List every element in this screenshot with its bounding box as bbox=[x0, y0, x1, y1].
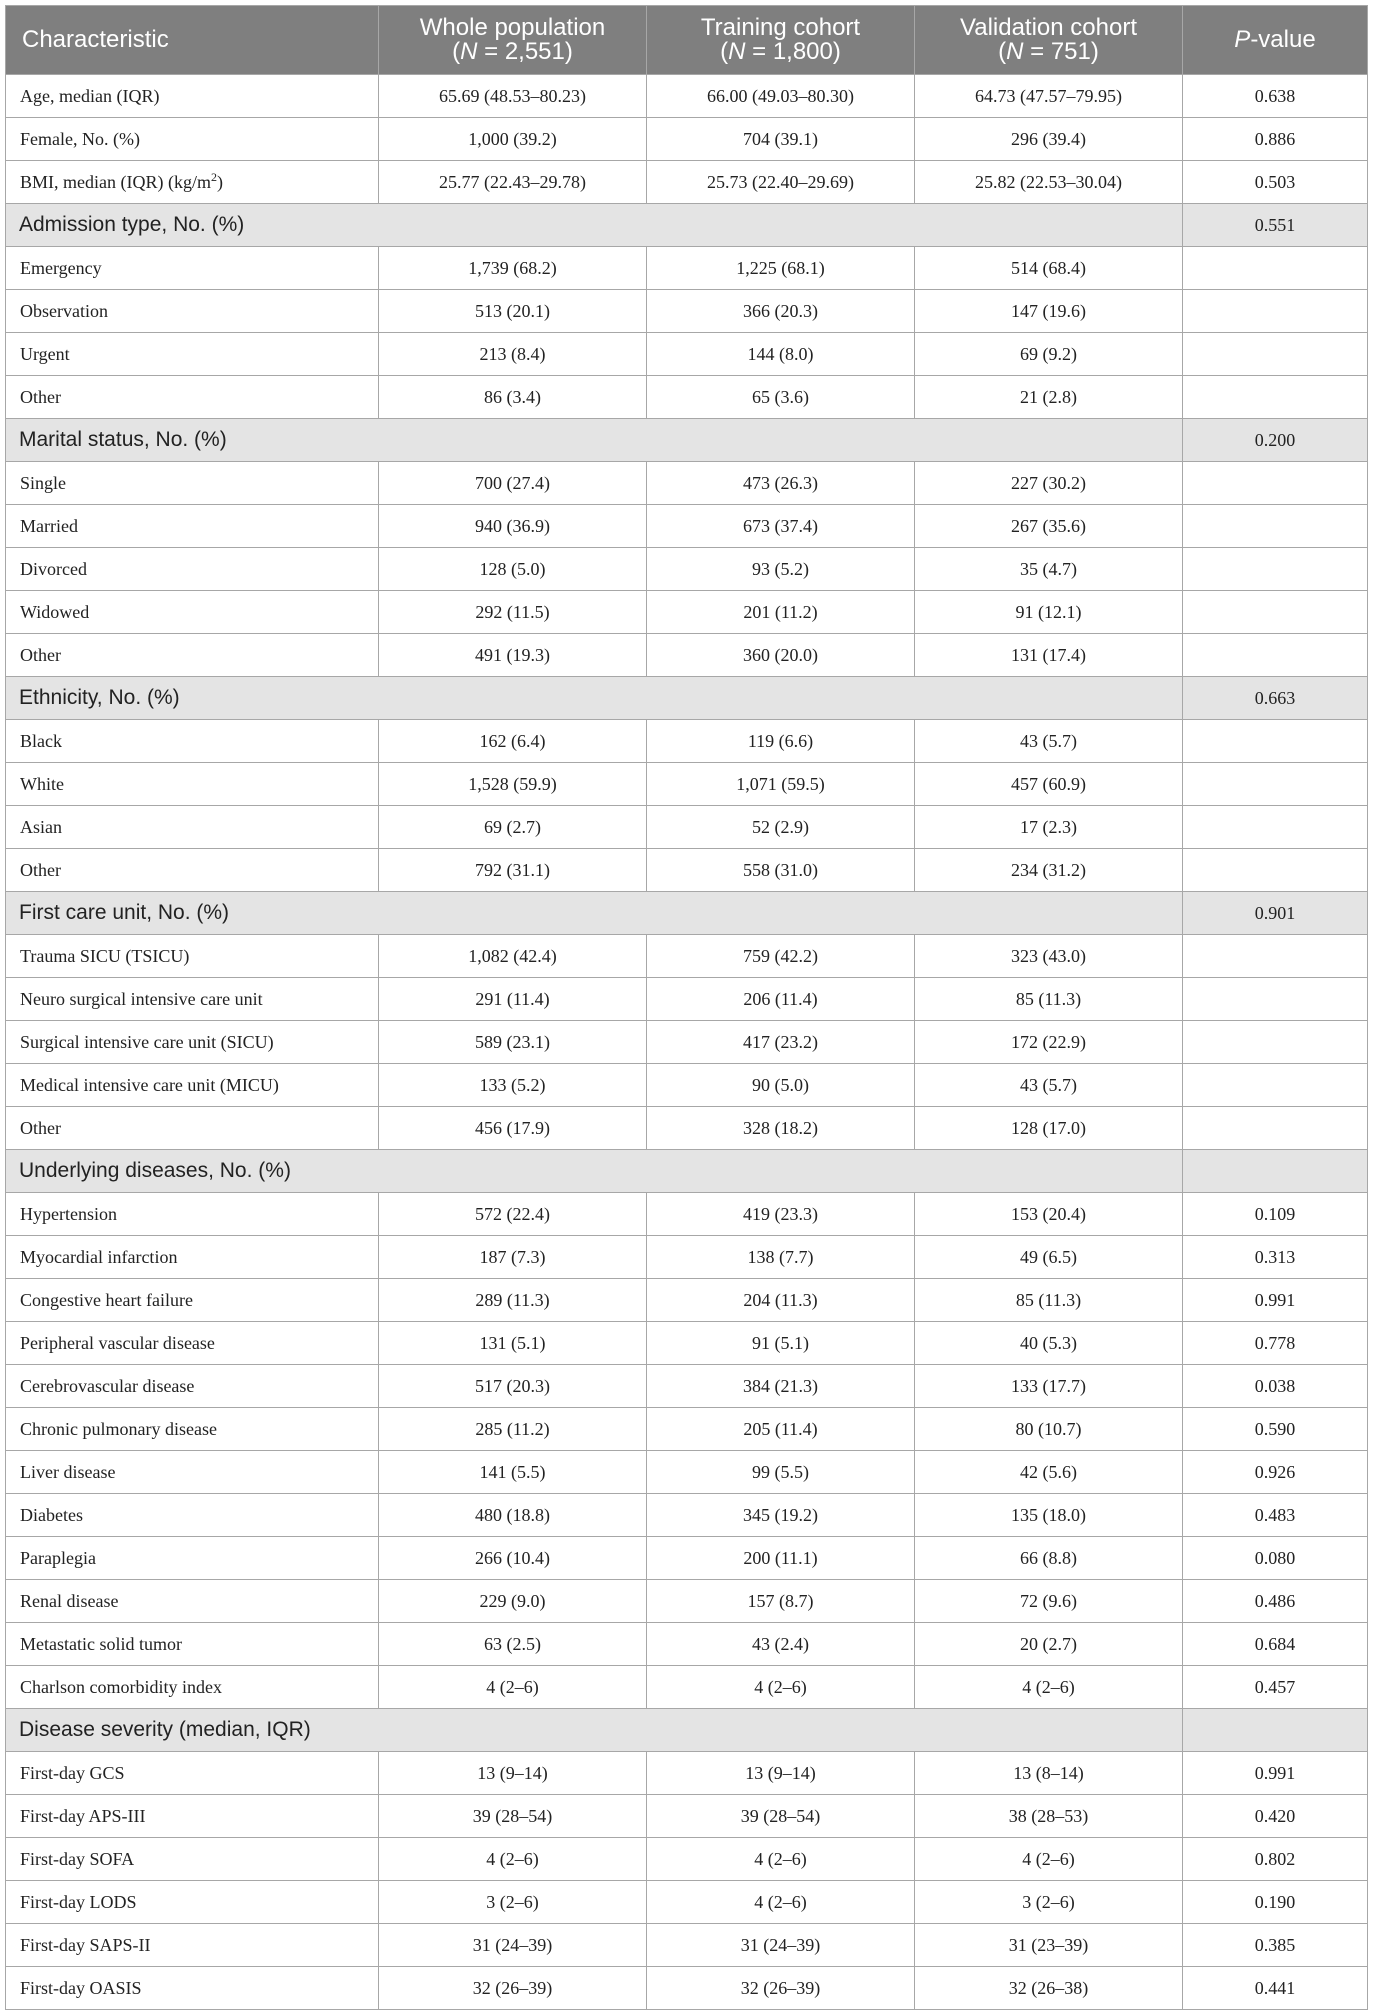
header-training-n: (N = 1,800) bbox=[720, 38, 841, 65]
cell-whole: 141 (5.5) bbox=[379, 1451, 647, 1494]
italic-n: N bbox=[1006, 38, 1024, 65]
cell-whole: 162 (6.4) bbox=[379, 720, 647, 763]
cell-validation: 128 (17.0) bbox=[915, 1107, 1183, 1150]
bmi-label-suffix: ) bbox=[216, 171, 223, 192]
row-label: Divorced bbox=[6, 548, 379, 591]
cell-whole: 86 (3.4) bbox=[379, 376, 647, 419]
table-row bbox=[6, 1666, 1368, 1709]
cell-training: 1,071 (59.5) bbox=[647, 763, 915, 806]
cell-whole: 69 (2.7) bbox=[379, 806, 647, 849]
bmi-label-prefix: BMI, median (IQR) (kg/m bbox=[20, 171, 211, 192]
cell-training: 366 (20.3) bbox=[647, 290, 915, 333]
cell-training: 66.00 (49.03–80.30) bbox=[647, 75, 915, 118]
cell-whole: 65.69 (48.53–80.23) bbox=[379, 75, 647, 118]
cell-whole: 63 (2.5) bbox=[379, 1623, 647, 1666]
cell-validation: 133 (17.7) bbox=[915, 1365, 1183, 1408]
cell-training: 200 (11.1) bbox=[647, 1537, 915, 1580]
cell-validation: 64.73 (47.57–79.95) bbox=[915, 75, 1183, 118]
table-row bbox=[6, 1193, 1368, 1236]
cell-validation: 17 (2.3) bbox=[915, 806, 1183, 849]
cell-validation: 135 (18.0) bbox=[915, 1494, 1183, 1537]
row-label: Other bbox=[6, 1107, 379, 1150]
cell-training: 345 (19.2) bbox=[647, 1494, 915, 1537]
cell-whole: 480 (18.8) bbox=[379, 1494, 647, 1537]
row-label: Renal disease bbox=[6, 1580, 379, 1623]
cell-training: 4 (2–6) bbox=[647, 1666, 915, 1709]
cell-p-value bbox=[1183, 1107, 1368, 1150]
header-p-value: P-value bbox=[1183, 6, 1368, 75]
cell-whole: 291 (11.4) bbox=[379, 978, 647, 1021]
row-label: Black bbox=[6, 720, 379, 763]
table-row bbox=[6, 1967, 1368, 2010]
row-label: Hypertension bbox=[6, 1193, 379, 1236]
cell-training: 52 (2.9) bbox=[647, 806, 915, 849]
cell-training: 4 (2–6) bbox=[647, 1838, 915, 1881]
cell-whole: 700 (27.4) bbox=[379, 462, 647, 505]
cell-p-value: 0.080 bbox=[1183, 1537, 1368, 1580]
cell-p-value: 0.313 bbox=[1183, 1236, 1368, 1279]
cell-training: 419 (23.3) bbox=[647, 1193, 915, 1236]
table-row bbox=[6, 634, 1368, 677]
table-row bbox=[6, 935, 1368, 978]
cell-validation: 267 (35.6) bbox=[915, 505, 1183, 548]
cell-p-value bbox=[1183, 290, 1368, 333]
row-label: Chronic pulmonary disease bbox=[6, 1408, 379, 1451]
cell-training: 360 (20.0) bbox=[647, 634, 915, 677]
cell-validation: 31 (23–39) bbox=[915, 1924, 1183, 1967]
section-title: First care unit, No. (%) bbox=[6, 892, 1183, 935]
cell-training: 138 (7.7) bbox=[647, 1236, 915, 1279]
cell-p-value bbox=[1183, 247, 1368, 290]
table-row-female bbox=[6, 118, 1368, 161]
cell-validation: 3 (2–6) bbox=[915, 1881, 1183, 1924]
table-row bbox=[6, 1365, 1368, 1408]
italic-n: N bbox=[460, 38, 478, 65]
cell-p-value: 0.778 bbox=[1183, 1322, 1368, 1365]
cell-validation: 25.82 (22.53–30.04) bbox=[915, 161, 1183, 204]
row-label: Married bbox=[6, 505, 379, 548]
cell-training: 204 (11.3) bbox=[647, 1279, 915, 1322]
section-header-row bbox=[6, 1709, 1368, 1752]
cell-p-value: 0.486 bbox=[1183, 1580, 1368, 1623]
row-label: Observation bbox=[6, 290, 379, 333]
row-label: First-day GCS bbox=[6, 1752, 379, 1795]
cell-validation: 35 (4.7) bbox=[915, 548, 1183, 591]
cell-p-value bbox=[1183, 462, 1368, 505]
cell-whole: 1,528 (59.9) bbox=[379, 763, 647, 806]
cell-whole: 32 (26–39) bbox=[379, 1967, 647, 2010]
table-row bbox=[6, 720, 1368, 763]
cell-p-value: 0.991 bbox=[1183, 1279, 1368, 1322]
cell-validation: 296 (39.4) bbox=[915, 118, 1183, 161]
cell-training: 759 (42.2) bbox=[647, 935, 915, 978]
table-row bbox=[6, 1537, 1368, 1580]
cell-validation: 21 (2.8) bbox=[915, 376, 1183, 419]
cell-whole: 589 (23.1) bbox=[379, 1021, 647, 1064]
cell-training: 65 (3.6) bbox=[647, 376, 915, 419]
table-row bbox=[6, 849, 1368, 892]
section-p-value bbox=[1183, 1150, 1368, 1193]
cell-whole: 187 (7.3) bbox=[379, 1236, 647, 1279]
row-label: Liver disease bbox=[6, 1451, 379, 1494]
table-row-age bbox=[6, 75, 1368, 118]
header-row bbox=[6, 6, 1368, 75]
section-header-row bbox=[6, 419, 1368, 462]
table-row bbox=[6, 806, 1368, 849]
cell-p-value bbox=[1183, 806, 1368, 849]
cell-p-value: 0.638 bbox=[1183, 75, 1368, 118]
header-validation-cohort bbox=[915, 6, 1183, 75]
cell-whole: 1,739 (68.2) bbox=[379, 247, 647, 290]
cell-p-value: 0.190 bbox=[1183, 1881, 1368, 1924]
cell-whole: 513 (20.1) bbox=[379, 290, 647, 333]
cell-validation: 32 (26–38) bbox=[915, 1967, 1183, 2010]
cell-whole: 229 (9.0) bbox=[379, 1580, 647, 1623]
table-row bbox=[6, 462, 1368, 505]
cell-whole: 940 (36.9) bbox=[379, 505, 647, 548]
bmi-label-superscript: 2 bbox=[210, 169, 217, 184]
cell-training: 90 (5.0) bbox=[647, 1064, 915, 1107]
section-title: Marital status, No. (%) bbox=[6, 419, 1183, 462]
cell-validation: 153 (20.4) bbox=[915, 1193, 1183, 1236]
cell-training: 91 (5.1) bbox=[647, 1322, 915, 1365]
table-row bbox=[6, 1408, 1368, 1451]
section-header-row bbox=[6, 204, 1368, 247]
cell-training: 473 (26.3) bbox=[647, 462, 915, 505]
characteristics-table-container bbox=[5, 5, 1367, 2010]
table-row bbox=[6, 1236, 1368, 1279]
section-header-row bbox=[6, 1150, 1368, 1193]
cell-training: 558 (31.0) bbox=[647, 849, 915, 892]
section-p-value: 0.551 bbox=[1183, 204, 1368, 247]
table-row bbox=[6, 1322, 1368, 1365]
section-p-value bbox=[1183, 1709, 1368, 1752]
table-header bbox=[6, 6, 1368, 75]
row-label: Diabetes bbox=[6, 1494, 379, 1537]
cell-whole: 289 (11.3) bbox=[379, 1279, 647, 1322]
cell-whole: 25.77 (22.43–29.78) bbox=[379, 161, 647, 204]
cell-training: 119 (6.6) bbox=[647, 720, 915, 763]
cell-validation: 457 (60.9) bbox=[915, 763, 1183, 806]
cell-validation: 227 (30.2) bbox=[915, 462, 1183, 505]
cell-validation: 43 (5.7) bbox=[915, 720, 1183, 763]
cell-p-value: 0.385 bbox=[1183, 1924, 1368, 1967]
row-label: Surgical intensive care unit (SICU) bbox=[6, 1021, 379, 1064]
cell-p-value bbox=[1183, 763, 1368, 806]
cell-training: 206 (11.4) bbox=[647, 978, 915, 1021]
cell-training: 144 (8.0) bbox=[647, 333, 915, 376]
section-title: Disease severity (median, IQR) bbox=[6, 1709, 1183, 1752]
row-label: Metastatic solid tumor bbox=[6, 1623, 379, 1666]
cell-p-value bbox=[1183, 849, 1368, 892]
table-row bbox=[6, 505, 1368, 548]
cell-training: 25.73 (22.40–29.69) bbox=[647, 161, 915, 204]
cell-validation: 4 (2–6) bbox=[915, 1666, 1183, 1709]
cell-validation: 234 (31.2) bbox=[915, 849, 1183, 892]
section-p-value: 0.663 bbox=[1183, 677, 1368, 720]
table-row bbox=[6, 1752, 1368, 1795]
cell-whole: 4 (2–6) bbox=[379, 1838, 647, 1881]
section-p-value: 0.200 bbox=[1183, 419, 1368, 462]
cell-whole: 213 (8.4) bbox=[379, 333, 647, 376]
cell-validation: 4 (2–6) bbox=[915, 1838, 1183, 1881]
table-row bbox=[6, 333, 1368, 376]
row-label: Congestive heart failure bbox=[6, 1279, 379, 1322]
cell-validation: 66 (8.8) bbox=[915, 1537, 1183, 1580]
header-training-cohort bbox=[647, 6, 915, 75]
table-row bbox=[6, 548, 1368, 591]
cell-whole: 517 (20.3) bbox=[379, 1365, 647, 1408]
cell-whole: 572 (22.4) bbox=[379, 1193, 647, 1236]
cell-whole: 4 (2–6) bbox=[379, 1666, 647, 1709]
row-label: First-day SOFA bbox=[6, 1838, 379, 1881]
cell-whole: 31 (24–39) bbox=[379, 1924, 647, 1967]
cell-p-value: 0.441 bbox=[1183, 1967, 1368, 2010]
section-title: Admission type, No. (%) bbox=[6, 204, 1183, 247]
cell-p-value: 0.038 bbox=[1183, 1365, 1368, 1408]
cell-whole: 39 (28–54) bbox=[379, 1795, 647, 1838]
row-label: Asian bbox=[6, 806, 379, 849]
cell-p-value bbox=[1183, 1064, 1368, 1107]
italic-p: P bbox=[1234, 26, 1251, 53]
cell-whole: 128 (5.0) bbox=[379, 548, 647, 591]
section-title: Ethnicity, No. (%) bbox=[6, 677, 1183, 720]
cell-training: 93 (5.2) bbox=[647, 548, 915, 591]
cell-p-value: 0.109 bbox=[1183, 1193, 1368, 1236]
cell-p-value: 0.457 bbox=[1183, 1666, 1368, 1709]
table-row bbox=[6, 1881, 1368, 1924]
cell-p-value: 0.926 bbox=[1183, 1451, 1368, 1494]
table-row bbox=[6, 1064, 1368, 1107]
header-validation-n: (N = 751) bbox=[998, 38, 1099, 65]
italic-n: N bbox=[728, 38, 746, 65]
cell-training: 31 (24–39) bbox=[647, 1924, 915, 1967]
section-header-row bbox=[6, 892, 1368, 935]
table-row bbox=[6, 1838, 1368, 1881]
cell-p-value bbox=[1183, 634, 1368, 677]
row-label: Cerebrovascular disease bbox=[6, 1365, 379, 1408]
cell-p-value: 0.802 bbox=[1183, 1838, 1368, 1881]
row-label: Emergency bbox=[6, 247, 379, 290]
cell-validation: 72 (9.6) bbox=[915, 1580, 1183, 1623]
cell-p-value: 0.590 bbox=[1183, 1408, 1368, 1451]
table-row bbox=[6, 763, 1368, 806]
cell-p-value bbox=[1183, 505, 1368, 548]
table-row bbox=[6, 247, 1368, 290]
row-label: Single bbox=[6, 462, 379, 505]
table-row bbox=[6, 1279, 1368, 1322]
cell-training: 201 (11.2) bbox=[647, 591, 915, 634]
cell-training: 39 (28–54) bbox=[647, 1795, 915, 1838]
section-p-value: 0.901 bbox=[1183, 892, 1368, 935]
cell-training: 13 (9–14) bbox=[647, 1752, 915, 1795]
cell-p-value bbox=[1183, 1021, 1368, 1064]
baseline-characteristics-table bbox=[5, 5, 1368, 2010]
row-label: Paraplegia bbox=[6, 1537, 379, 1580]
cell-p-value: 0.684 bbox=[1183, 1623, 1368, 1666]
cell-training: 205 (11.4) bbox=[647, 1408, 915, 1451]
header-validation-title: Validation cohort bbox=[960, 14, 1137, 41]
cell-validation: 85 (11.3) bbox=[915, 1279, 1183, 1322]
cell-training: 4 (2–6) bbox=[647, 1881, 915, 1924]
table-row bbox=[6, 1623, 1368, 1666]
cell-validation: 42 (5.6) bbox=[915, 1451, 1183, 1494]
cell-whole: 491 (19.3) bbox=[379, 634, 647, 677]
header-training-title: Training cohort bbox=[700, 14, 861, 41]
cell-p-value bbox=[1183, 376, 1368, 419]
row-label: Other bbox=[6, 849, 379, 892]
table-row bbox=[6, 591, 1368, 634]
cell-whole: 792 (31.1) bbox=[379, 849, 647, 892]
table-body bbox=[6, 75, 1368, 2010]
cell-validation: 323 (43.0) bbox=[915, 935, 1183, 978]
row-label: Myocardial infarction bbox=[6, 1236, 379, 1279]
cell-training: 673 (37.4) bbox=[647, 505, 915, 548]
cell-whole: 1,082 (42.4) bbox=[379, 935, 647, 978]
cell-p-value: 0.420 bbox=[1183, 1795, 1368, 1838]
cell-training: 704 (39.1) bbox=[647, 118, 915, 161]
table-row bbox=[6, 1580, 1368, 1623]
table-row bbox=[6, 1451, 1368, 1494]
row-label: First-day LODS bbox=[6, 1881, 379, 1924]
cell-whole: 285 (11.2) bbox=[379, 1408, 647, 1451]
cell-whole: 133 (5.2) bbox=[379, 1064, 647, 1107]
row-label: First-day APS-III bbox=[6, 1795, 379, 1838]
cell-whole: 456 (17.9) bbox=[379, 1107, 647, 1150]
row-label: Other bbox=[6, 376, 379, 419]
cell-validation: 49 (6.5) bbox=[915, 1236, 1183, 1279]
header-whole-population bbox=[379, 6, 647, 75]
section-header-row bbox=[6, 677, 1368, 720]
header-whole-n: (N = 2,551) bbox=[452, 38, 573, 65]
cell-p-value: 0.503 bbox=[1183, 161, 1368, 204]
table-row-bmi bbox=[6, 161, 1368, 204]
row-label: White bbox=[6, 763, 379, 806]
cell-p-value bbox=[1183, 720, 1368, 763]
row-label bbox=[6, 161, 379, 204]
table-row bbox=[6, 290, 1368, 333]
cell-validation: 43 (5.7) bbox=[915, 1064, 1183, 1107]
cell-p-value: 0.483 bbox=[1183, 1494, 1368, 1537]
cell-validation: 69 (9.2) bbox=[915, 333, 1183, 376]
cell-validation: 20 (2.7) bbox=[915, 1623, 1183, 1666]
table-row bbox=[6, 1795, 1368, 1838]
header-characteristic: Characteristic bbox=[6, 6, 379, 75]
cell-training: 157 (8.7) bbox=[647, 1580, 915, 1623]
cell-p-value bbox=[1183, 935, 1368, 978]
row-label: Female, No. (%) bbox=[6, 118, 379, 161]
cell-validation: 13 (8–14) bbox=[915, 1752, 1183, 1795]
row-label: Peripheral vascular disease bbox=[6, 1322, 379, 1365]
cell-validation: 147 (19.6) bbox=[915, 290, 1183, 333]
cell-validation: 80 (10.7) bbox=[915, 1408, 1183, 1451]
row-label: First-day OASIS bbox=[6, 1967, 379, 2010]
row-label: Urgent bbox=[6, 333, 379, 376]
cell-validation: 131 (17.4) bbox=[915, 634, 1183, 677]
cell-validation: 172 (22.9) bbox=[915, 1021, 1183, 1064]
cell-training: 99 (5.5) bbox=[647, 1451, 915, 1494]
cell-training: 43 (2.4) bbox=[647, 1623, 915, 1666]
cell-training: 417 (23.2) bbox=[647, 1021, 915, 1064]
table-row bbox=[6, 978, 1368, 1021]
row-label: Age, median (IQR) bbox=[6, 75, 379, 118]
row-label: Neuro surgical intensive care unit bbox=[6, 978, 379, 1021]
cell-training: 32 (26–39) bbox=[647, 1967, 915, 2010]
cell-training: 1,225 (68.1) bbox=[647, 247, 915, 290]
cell-whole: 3 (2–6) bbox=[379, 1881, 647, 1924]
table-row bbox=[6, 1494, 1368, 1537]
table-row bbox=[6, 1924, 1368, 1967]
cell-p-value: 0.886 bbox=[1183, 118, 1368, 161]
row-label: Charlson comorbidity index bbox=[6, 1666, 379, 1709]
cell-p-value bbox=[1183, 548, 1368, 591]
cell-training: 384 (21.3) bbox=[647, 1365, 915, 1408]
cell-validation: 40 (5.3) bbox=[915, 1322, 1183, 1365]
cell-p-value bbox=[1183, 333, 1368, 376]
section-title: Underlying diseases, No. (%) bbox=[6, 1150, 1183, 1193]
cell-p-value bbox=[1183, 591, 1368, 634]
table-row bbox=[6, 376, 1368, 419]
cell-validation: 85 (11.3) bbox=[915, 978, 1183, 1021]
cell-validation: 38 (28–53) bbox=[915, 1795, 1183, 1838]
cell-training: 328 (18.2) bbox=[647, 1107, 915, 1150]
row-label: Other bbox=[6, 634, 379, 677]
table-row bbox=[6, 1107, 1368, 1150]
header-whole-title: Whole population bbox=[419, 14, 606, 41]
cell-p-value bbox=[1183, 978, 1368, 1021]
cell-whole: 13 (9–14) bbox=[379, 1752, 647, 1795]
cell-whole: 131 (5.1) bbox=[379, 1322, 647, 1365]
cell-whole: 266 (10.4) bbox=[379, 1537, 647, 1580]
row-label: Widowed bbox=[6, 591, 379, 634]
table-row bbox=[6, 1021, 1368, 1064]
cell-whole: 292 (11.5) bbox=[379, 591, 647, 634]
cell-validation: 91 (12.1) bbox=[915, 591, 1183, 634]
row-label: Trauma SICU (TSICU) bbox=[6, 935, 379, 978]
row-label: Medical intensive care unit (MICU) bbox=[6, 1064, 379, 1107]
cell-validation: 514 (68.4) bbox=[915, 247, 1183, 290]
row-label: First-day SAPS-II bbox=[6, 1924, 379, 1967]
cell-p-value: 0.991 bbox=[1183, 1752, 1368, 1795]
cell-whole: 1,000 (39.2) bbox=[379, 118, 647, 161]
